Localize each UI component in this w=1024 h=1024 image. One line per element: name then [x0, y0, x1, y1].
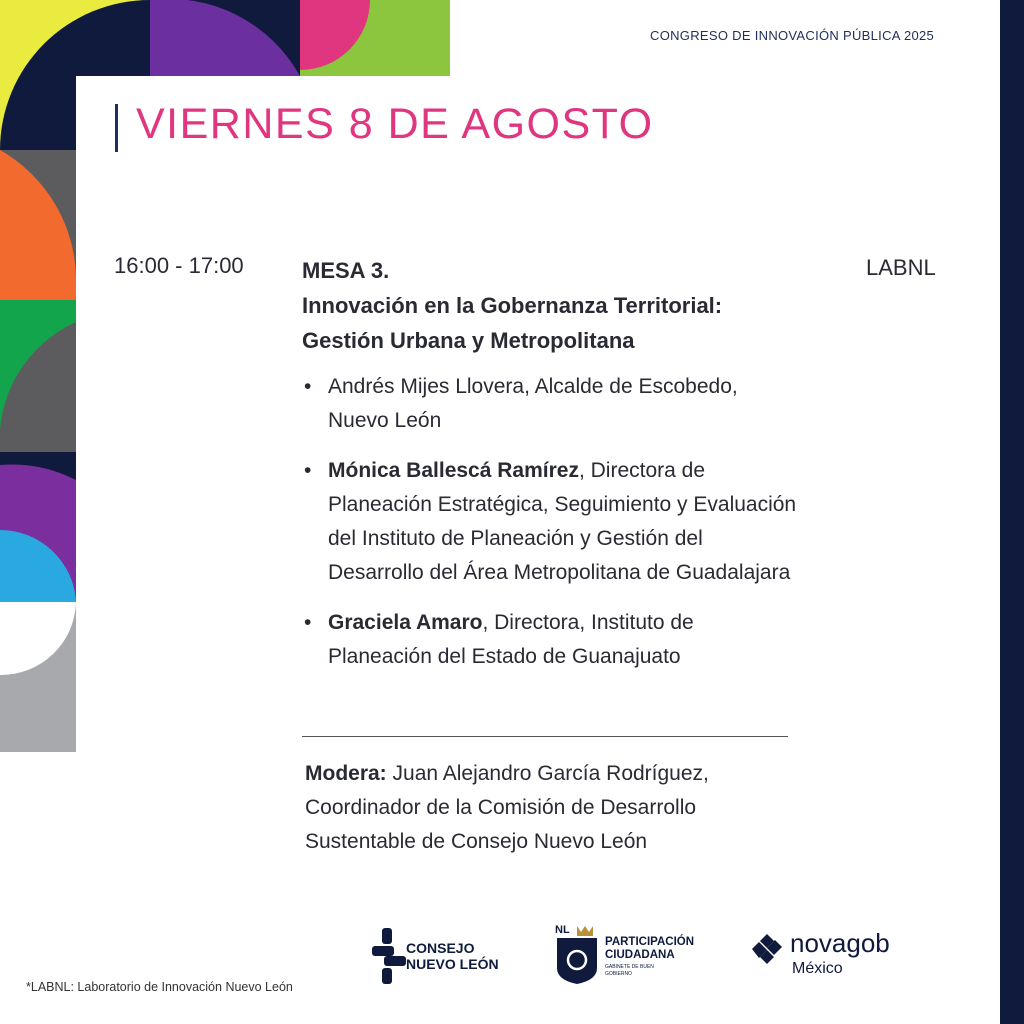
divider: [302, 736, 788, 737]
novagob-icon: [750, 932, 784, 966]
consejo-nuevo-leon-logo: [372, 928, 517, 984]
session-title-line1: Innovación en la Gobernanza Territorial:: [302, 293, 723, 318]
cnl-line2: NUEVO LEÓN: [406, 956, 499, 972]
moderator-text: Juan Alejandro García Rodríguez, Coordinador de la Comisión de Desarrollo Sustentable de Consejo Nuevo León: [305, 762, 709, 853]
day-heading: VIERNES 8 DE AGOSTO: [136, 100, 654, 148]
consejo-nuevo-leon-icon: [372, 928, 406, 984]
mesa-label: MESA 3.: [302, 258, 390, 283]
novagob-logo: [750, 928, 915, 982]
pc-sub: GABINETE DE BUEN GOBIERNO: [605, 964, 654, 977]
right-accent-bar: [1000, 0, 1024, 1024]
speaker-name: Mónica Ballescá Ramírez: [328, 459, 579, 482]
speaker-item: [302, 454, 802, 590]
speaker-role: , Directora de Planeación Estratégica, Seguimiento y Evaluación del Instituto de Planeación y Gestión del Desarrollo del Área Metropolitana de Guadalajara: [328, 459, 797, 584]
speaker-item: [302, 606, 802, 674]
participacion-ciudadana-logo: [555, 924, 715, 986]
speaker-name: Andrés Mijes Llovera, Alcalde de Escobedo, Nuevo León: [328, 375, 738, 432]
pc-nl: NL: [555, 924, 570, 936]
pc-line1: PARTICIPACIÓN: [605, 936, 695, 948]
session-title-line2: Gestión Urbana y Metropolitana: [302, 328, 635, 353]
speaker-item: [302, 370, 802, 438]
congress-title: CONGRESO DE INNOVACIÓN PÚBLICA 2025: [650, 28, 935, 43]
speaker-name: Graciela Amaro: [328, 611, 483, 634]
shield-icon: [555, 924, 599, 986]
cnl-line1: CONSEJO: [406, 940, 475, 956]
pc-line2: CIUDADANA: [605, 949, 675, 961]
session-title: [302, 253, 862, 358]
novagob-name: novagob: [790, 928, 890, 958]
novagob-country: México: [792, 960, 843, 977]
session-time: 16:00 - 17:00: [114, 253, 244, 278]
session-venue: LABNL: [866, 255, 936, 280]
speaker-list: [302, 370, 802, 690]
bullet-icon: •: [304, 459, 312, 482]
moderator-label: Modera:: [305, 762, 387, 785]
bullet-icon: •: [304, 375, 312, 398]
footnote: *LABNL: Laboratorio de Innovación Nuevo León: [26, 980, 293, 994]
title-rule: [115, 104, 118, 152]
moderator: [305, 757, 805, 859]
speaker-role: , Directora, Instituto de Planeación del Estado de Guanajuato: [328, 611, 694, 668]
bullet-icon: •: [304, 611, 312, 634]
